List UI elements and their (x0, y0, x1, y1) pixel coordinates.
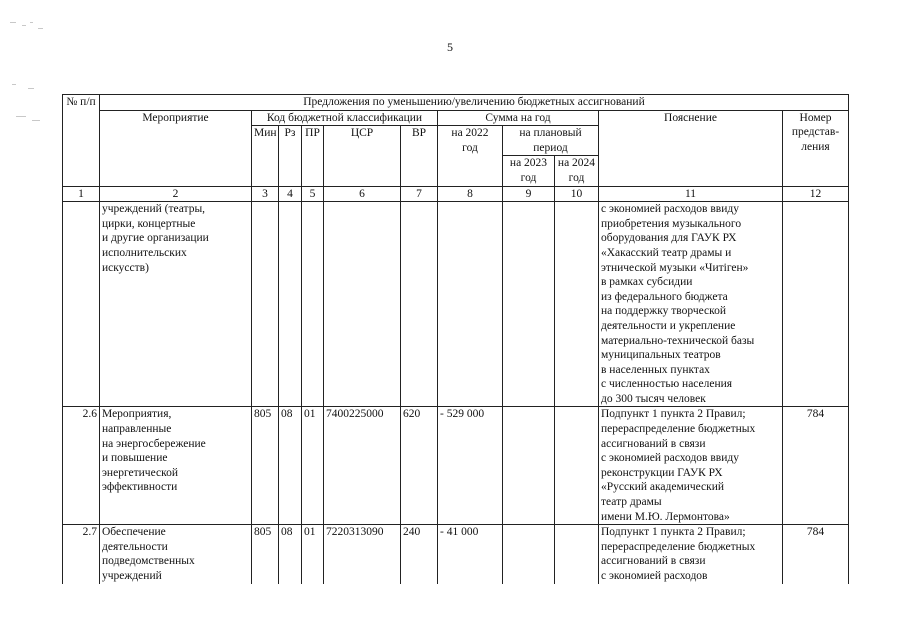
row-event: учреждений (театры, цирки, концертные и другие организации исполнительских искусств) (100, 202, 252, 407)
row-2024 (555, 525, 599, 584)
header-proposals: Предложения по уменьшению/увеличению бюджетных ассигнований (100, 95, 849, 111)
table-row (63, 525, 849, 584)
header-sum-per-year: Сумма на год (438, 110, 599, 126)
header-explanation: Пояснение (599, 110, 783, 186)
header-row-2 (63, 110, 849, 126)
row-pr: 01 (302, 525, 324, 584)
col-number: 9 (503, 186, 555, 202)
row-2023 (503, 525, 555, 584)
header-2024: на 2024 год (555, 156, 599, 186)
row-csr: 7400225000 (324, 407, 401, 525)
header-rep-number: Номер представ- ления (783, 110, 849, 186)
row-rz: 08 (279, 525, 302, 584)
row-rep-number (783, 202, 849, 407)
row-event: Обеспечение деятельности подведомственных учреждений (100, 525, 252, 584)
header-planned-period: на плановый период (503, 126, 599, 156)
row-2022: - 529 000 (438, 407, 503, 525)
row-csr (324, 202, 401, 407)
row-vr: 620 (401, 407, 438, 525)
col-number: 3 (252, 186, 279, 202)
row-2023 (503, 407, 555, 525)
row-no (63, 202, 100, 407)
row-no: 2.7 (63, 525, 100, 584)
col-number: 12 (783, 186, 849, 202)
header-vr: ВР (401, 126, 438, 186)
col-number: 2 (100, 186, 252, 202)
column-number-row (63, 186, 849, 202)
row-pr (302, 202, 324, 407)
row-event: Мероприятия, направленные на энергосбережение и повышение энергетической эффективности (100, 407, 252, 525)
col-number: 8 (438, 186, 503, 202)
header-rz: Рз (279, 126, 302, 186)
row-vr: 240 (401, 525, 438, 584)
col-number: 7 (401, 186, 438, 202)
col-number: 11 (599, 186, 783, 202)
row-2022: - 41 000 (438, 525, 503, 584)
page-number: 5 (447, 40, 453, 54)
row-csr: 7220313090 (324, 525, 401, 584)
row-rz (279, 202, 302, 407)
header-2022: на 2022 год (438, 126, 503, 186)
row-pr: 01 (302, 407, 324, 525)
col-number: 10 (555, 186, 599, 202)
row-2024 (555, 202, 599, 407)
header-event: Мероприятие (100, 110, 252, 186)
col-number: 1 (63, 186, 100, 202)
row-min: 805 (252, 407, 279, 525)
row-2022 (438, 202, 503, 407)
table-row (63, 407, 849, 525)
header-2023: на 2023 год (503, 156, 555, 186)
header-pr: ПР (302, 126, 324, 186)
col-number: 4 (279, 186, 302, 202)
col-number: 6 (324, 186, 401, 202)
header-csr: ЦСР (324, 126, 401, 186)
row-explanation: с экономией расходов ввиду приобретения музыкального оборудования для ГАУК РХ «Хакасский театр драмы и этнической музыки «Читiген» в рамках субсидии из федерального бюджета на поддержку творческой деятельности и укрепление материально-технической базы муниципальных театров в населенных пунктах с численностью населения до 300 тысяч человек (599, 202, 783, 407)
row-explanation: Подпункт 1 пункта 2 Правил; перераспределение бюджетных ассигнований в связи с экономией расходов (599, 525, 783, 584)
header-no: № п/п (63, 95, 100, 187)
budget-table (62, 94, 849, 584)
row-rep-number: 784 (783, 407, 849, 525)
header-min: Мин (252, 126, 279, 186)
row-no: 2.6 (63, 407, 100, 525)
row-2023 (503, 202, 555, 407)
row-rz: 08 (279, 407, 302, 525)
row-2024 (555, 407, 599, 525)
scan-artifact (8, 20, 48, 140)
row-vr (401, 202, 438, 407)
table-row (63, 202, 849, 407)
col-number: 5 (302, 186, 324, 202)
row-min (252, 202, 279, 407)
row-explanation: Подпункт 1 пункта 2 Правил; перераспределение бюджетных ассигнований в связи с экономией расходов ввиду реконструкции ГАУК РХ «Русский академический театр драмы имени М.Ю. Лермонтова» (599, 407, 783, 525)
header-row-1 (63, 95, 849, 111)
header-budget-code: Код бюджетной классификации (252, 110, 438, 126)
row-min: 805 (252, 525, 279, 584)
row-rep-number: 784 (783, 525, 849, 584)
